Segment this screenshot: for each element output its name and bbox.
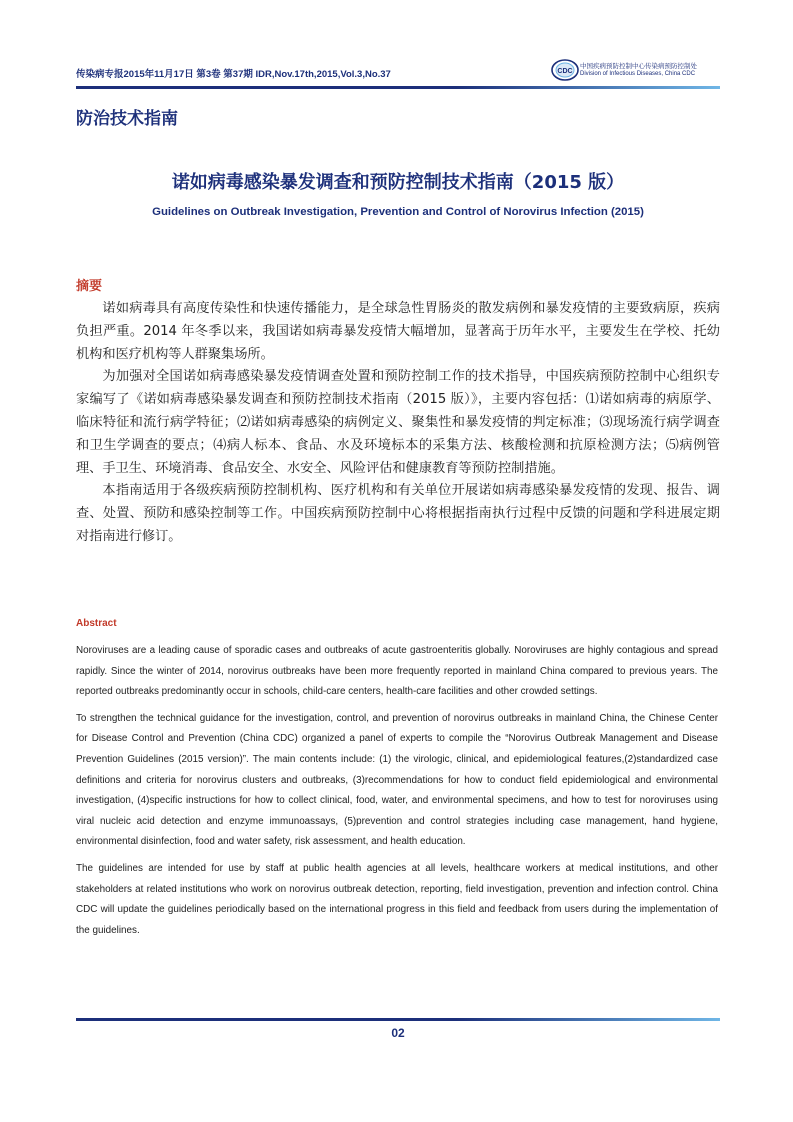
- org-name-cn: 中国疾病预防控制中心传染病预防控制处: [580, 62, 697, 70]
- abstract-cn-paragraph-2: 为加强对全国诺如病毒感染暴发疫情调查处置和预防控制工作的技术指导，中国疾病预防控制中心组织专家编写了《诺如病毒感染暴发调查和预防控制技术指南（2015 版）》，主要内容包括：⑴诺如病毒的病原学、临床特征和流行病学特征；⑵诺如病毒感染的病例定义、聚集性和暴发疫情的判定标准；⑶现场流行病学调查和卫生学调查的要点；⑷病人标本、食品、水及环境标本的采集方法、核酸检测和抗原检测方法；⑸病例管理、手卫生、环境消毒、食品安全、水安全、风险评估和健康教育等预防控制措施。: [76, 369, 720, 476]
- footer-divider: [76, 1018, 720, 1022]
- page-number: 02: [391, 1026, 405, 1040]
- org-block: [550, 58, 720, 84]
- abstract-label-cn: 摘要: [76, 279, 103, 294]
- abstract-en-paragraph-1: Noroviruses are a leading cause of sporadic cases and outbreaks of acute gastroenteritis globally. Noroviruses are highly contagious and spread rapidly. Since the winter of 2014, norovirus outbreaks have been more frequently reported in mainland China compared to previous years. The reported outbreaks predominantly occur in schools, child-care centers, health-care facilities and other crowded settings.: [76, 645, 718, 698]
- page-header: [76, 56, 720, 86]
- footer-divider-dark: [76, 1018, 456, 1021]
- abstract-en-paragraph-3: The guidelines are intended for use by staff at public health agencies at all levels, healthcare workers at medical institutions, and other stakeholders at related institutions who work on norovirus outbreak detection, reporting, field investigation, prevention and infection control. China CDC will update the guidelines periodically based on the international progress in this field and feedback from users during the implementation of the guidelines.: [76, 862, 718, 936]
- journal-citation: 传染病专报2015年11月17日 第3卷 第37期 IDR,Nov.17th,2015,Vol.3,No.37: [76, 69, 391, 80]
- title-chinese: 诺如病毒感染暴发调查和预防控制技术指南（2015 版）: [171, 172, 625, 193]
- abstract-body-cn: [76, 298, 720, 549]
- header-divider: [76, 86, 720, 90]
- header-divider-gradient: [456, 86, 720, 89]
- logo-text: CDC: [557, 68, 573, 75]
- abstract-cn-paragraph-1: 诺如病毒具有高度传染性和快速传播能力，是全球急性胃肠炎的散发病例和暴发疫情的主要致病原，疾病负担严重。2014 年冬季以来，我国诺如病毒暴发疫情大幅增加，显著高于历年水平，主要发生在学校、托幼机构和医疗机构等人群聚集场所。: [76, 301, 720, 362]
- section-label: 防治技术指南: [76, 109, 178, 129]
- footer-divider-gradient: [456, 1018, 720, 1021]
- abstract-label-en: Abstract: [76, 618, 117, 629]
- title-english: Guidelines on Outbreak Investigation, Prevention and Control of Norovirus Infection (2015): [152, 206, 644, 218]
- org-name-en: Division of Infectious Diseases, China CDC: [580, 71, 696, 77]
- abstract-body-en: [76, 641, 718, 947]
- abstract-cn-paragraph-3: 本指南适用于各级疾病预防控制机构、医疗机构和有关单位开展诺如病毒感染暴发疫情的发现、报告、调查、处置、预防和感染控制等工作。中国疾病预防控制中心将根据指南执行过程中反馈的问题和学科进展定期对指南进行修订。: [76, 483, 720, 544]
- abstract-en-paragraph-2: To strengthen the technical guidance for the investigation, control, and prevention of norovirus outbreaks in mainland China, the Chinese Center for Disease Control and Prevention (China CDC) organized a panel of experts to compile the “Norovirus Outbreak Management and Disease Prevention Guidelines (2015 version)”. The main contents include: (1) the virologic, clinical, and epidemiological features,(2)standardized case definitions and criteria for norovirus clusters and outbreaks, (3)recommendations for how to conduct field epidemiological and environmental investigation, (4)specific instructions for how to collect clinical, food, water, and environmental specimens, and how to test for noroviruses using viral nucleic acid detection and enzyme immunoassays, (5)prevention and control strategies including case management, hand hygiene, environmental disinfection, food and water safety, risk assessment, and health education.: [76, 712, 718, 848]
- header-divider-dark: [76, 86, 456, 89]
- china-cdc-logo-icon: [550, 58, 580, 82]
